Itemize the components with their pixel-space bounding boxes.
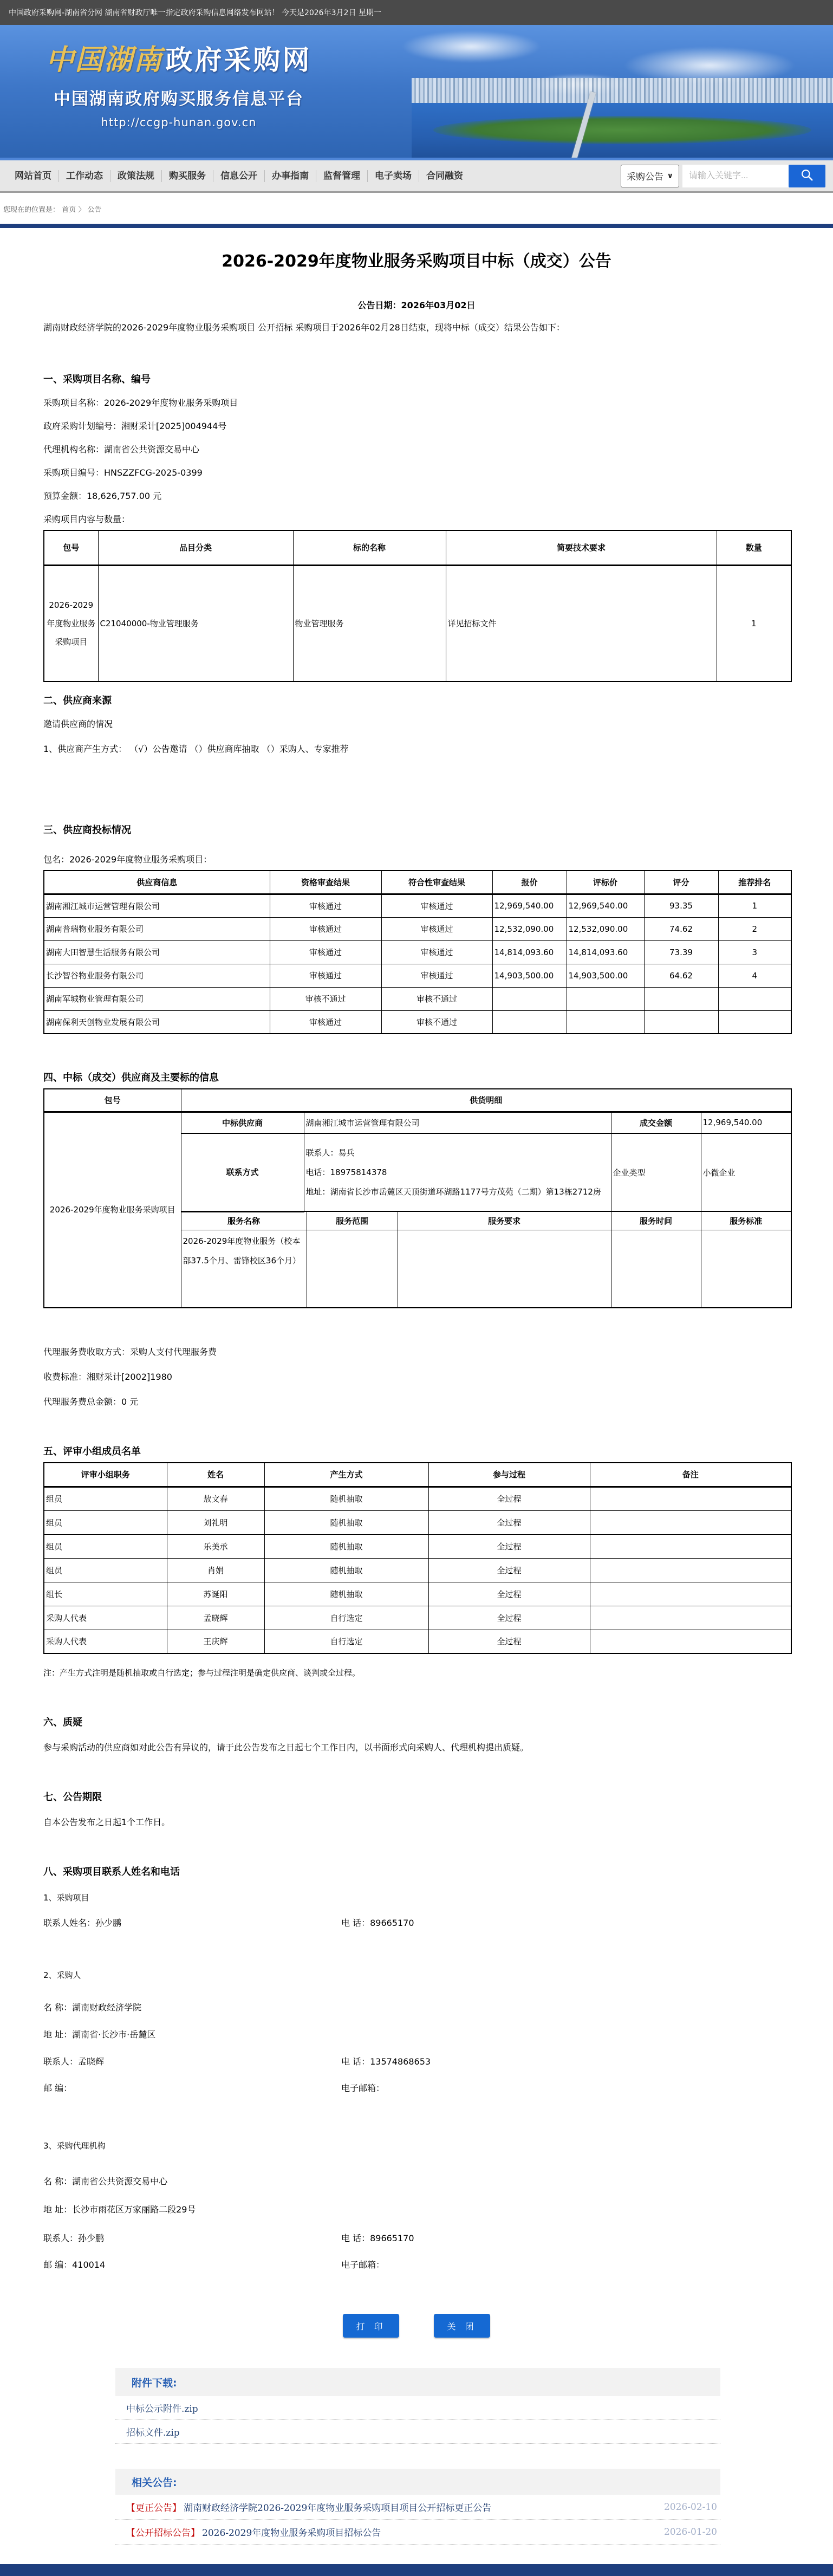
section7-heading: 七、公告期限 (43, 1792, 102, 1803)
cell-name: 孟晓辉 (167, 1606, 264, 1630)
search-bar (621, 165, 825, 187)
print-button[interactable]: 打 印 (343, 2314, 399, 2338)
cell-name: 苏诞阳 (167, 1582, 264, 1606)
committee-note: 注：产生方式注明是随机抽取或自行选定；参与过程注明是确定供应商、谈判或全过程。 (43, 1668, 361, 1678)
award-table (43, 1088, 792, 1308)
col-header-service-req: 服务要求 (398, 1211, 611, 1230)
agency-name: 名 称：湖南省公共资源交易中心 (43, 2176, 168, 2186)
cell-amount: 12,969,540.00 (701, 1112, 791, 1133)
budget-line: 预算金额：18,626,757.00 元 (43, 491, 162, 501)
related-item-date: 2026-02-10 (663, 2501, 717, 2513)
cell-service-standard (701, 1230, 791, 1308)
col-header-subject: 标的名称 (293, 530, 446, 565)
related-item[interactable] (115, 2495, 720, 2520)
buyer-name: 名 称：湖南财政经济学院 (43, 2002, 142, 2013)
nav-item-news[interactable]: 工作动态 (59, 170, 110, 182)
attachment-row (115, 2396, 720, 2420)
bid-table (43, 870, 792, 1034)
winner-label: 中标供应商 (181, 1112, 304, 1133)
attachment-link-award-zip[interactable]: 中标公示附件.zip (126, 2404, 198, 2415)
committee-table (43, 1462, 792, 1654)
content-quantity-table (43, 530, 792, 682)
cell-method: 随机抽取 (264, 1558, 428, 1582)
agency-name-line: 代理机构名称：湖南省公共资源交易中心 (43, 444, 200, 455)
table-row (44, 987, 791, 1010)
site-banner (0, 25, 833, 160)
attachment-link-tender-zip[interactable]: 招标文件.zip (126, 2428, 180, 2438)
cell-conformity: 审核通过 (381, 917, 492, 940)
agency-address-row (43, 2204, 833, 2216)
buyer-name-row (43, 2002, 833, 2014)
cell-supplier: 湖南军城物业管理有限公司 (44, 987, 270, 1010)
col-header-supplier: 供应商信息 (44, 871, 270, 894)
cell-name: 王庆辉 (167, 1630, 264, 1653)
cell-qualification: 审核不通过 (270, 987, 381, 1010)
agency-contact-row (43, 2233, 833, 2244)
cell-qualification: 审核通过 (270, 917, 381, 940)
cell-category: C21040000-物业管理服务 (98, 565, 293, 682)
logo-title: 政府采购网 (165, 44, 312, 76)
cell-price: 12,532,090.00 (492, 917, 567, 940)
period-paragraph: 自本公告发布之日起1个工作日。 (43, 1817, 171, 1827)
agency-fee-method-line: 代理服务费收取方式：采购人支付代理服务费 (43, 1347, 217, 1357)
logo-subtitle: 中国湖南政府购买服务信息平台 (54, 89, 304, 109)
table-row (44, 894, 791, 917)
cell-score: 64.62 (644, 964, 718, 987)
agency-fee-total-line: 代理服务费总金额：0 元 (43, 1397, 139, 1407)
table-row (44, 1534, 791, 1558)
topbar (0, 0, 833, 25)
buyer-address-row (43, 2029, 833, 2041)
package-name-line: 包名：2026-2029年度物业服务采购项目： (43, 854, 212, 865)
logo-url: http://ccgp-hunan.gov.cn (101, 116, 257, 129)
winner-row (44, 1112, 791, 1133)
cell-name: 肖娟 (167, 1558, 264, 1582)
search-category-value: 采购公告 (627, 172, 663, 183)
nav-item-home[interactable]: 网站首页 (8, 170, 59, 182)
related-item-link[interactable]: 湖南财政经济学院2026-2029年度物业服务采购项目项目公开招标更正公告 (184, 2503, 492, 2514)
cell-score (644, 1010, 718, 1034)
cell-rank (718, 1010, 791, 1034)
cell-eval-price: 12,969,540.00 (567, 894, 644, 917)
col-header-qty: 数量 (717, 530, 791, 565)
col-header-price: 报价 (492, 871, 567, 894)
cell-conformity: 审核通过 (381, 964, 492, 987)
cell-conformity: 审核通过 (381, 940, 492, 964)
cell-supplier: 湖南大田智慧生活服务有限公司 (44, 940, 270, 964)
search-icon (800, 168, 814, 184)
search-input[interactable] (682, 165, 789, 187)
breadcrumb-separator: 〉 (78, 206, 86, 214)
col-header-name: 姓名 (167, 1463, 264, 1487)
table-header-row (44, 871, 791, 894)
cell-process: 全过程 (428, 1606, 590, 1630)
table-header-row (44, 1089, 791, 1112)
site-logo[interactable] (38, 37, 320, 129)
main-nav (0, 160, 833, 193)
table-row (44, 964, 791, 987)
table-row (44, 1010, 791, 1034)
agency-address: 地 址：长沙市雨花区万家丽路二段29号 (43, 2204, 196, 2215)
action-buttons (0, 2314, 833, 2338)
agency-zip-row (43, 2259, 833, 2271)
cell-score: 93.35 (644, 894, 718, 917)
table-row (44, 1558, 791, 1582)
cell-method: 随机抽取 (264, 1487, 428, 1510)
plan-number-line: 政府采购计划编号：湘财采计[2025]004944号 (43, 421, 227, 431)
related-item-link[interactable]: 2026-2029年度物业服务采购项目招标公告 (202, 2528, 381, 2539)
col-header-eval-price: 评标价 (567, 871, 644, 894)
table-row (44, 1582, 791, 1606)
table-row (44, 1510, 791, 1534)
content-qty-line: 采购项目内容与数量： (43, 514, 131, 524)
col-header-rank: 推荐排名 (718, 871, 791, 894)
cell-role: 采购人代表 (44, 1630, 167, 1653)
cell-eval-price (567, 1010, 644, 1034)
cell-method: 自行选定 (264, 1630, 428, 1653)
attachments-list (115, 2396, 720, 2444)
col-header-role: 评审小组职务 (44, 1463, 167, 1487)
nav-item-info-disclosure[interactable]: 信息公开 (213, 170, 265, 182)
buyer-email: 电子邮箱： (341, 2083, 385, 2093)
cell-conformity: 审核通过 (381, 894, 492, 917)
cell-subject: 物业管理服务 (293, 565, 446, 682)
cell-price: 14,903,500.00 (492, 964, 567, 987)
announcement-date: 公告日期：2026年03月02日 (357, 300, 476, 310)
col-header-tech: 简要技术要求 (446, 530, 717, 565)
cell-rank: 3 (718, 940, 791, 964)
col-header-category: 品目分类 (98, 530, 293, 565)
table-row (44, 1487, 791, 1510)
cell-process: 全过程 (428, 1630, 590, 1653)
attachment-row (115, 2420, 720, 2444)
cell-eval-price: 14,903,500.00 (567, 964, 644, 987)
section4-heading: 四、中标（成交）供应商及主要标的信息 (43, 1072, 219, 1083)
cell-process: 全过程 (428, 1558, 590, 1582)
related-panel-header (115, 2469, 720, 2495)
agency-zip: 邮 编：410014 (43, 2260, 106, 2270)
agency-email: 电子邮箱： (341, 2260, 385, 2270)
cell-qualification: 审核通过 (270, 894, 381, 917)
table-row (44, 1606, 791, 1630)
nav-item-policy[interactable]: 政策法规 (110, 170, 162, 182)
cell-process: 全过程 (428, 1534, 590, 1558)
buyer-phone: 电 话：13574868653 (341, 2056, 431, 2067)
cell-role: 采购人代表 (44, 1606, 167, 1630)
cell-rank: 2 (718, 917, 791, 940)
cell-name: 刘礼明 (167, 1510, 264, 1534)
cloud-decoration (401, 30, 542, 63)
cell-process: 全过程 (428, 1487, 590, 1510)
fee-standard-line: 收费标准：湘财采计[2002]1980 (43, 1372, 172, 1382)
cell-price (492, 987, 567, 1010)
cell-score: 73.39 (644, 940, 718, 964)
cell-qualification: 审核通过 (270, 1010, 381, 1034)
agency-name-row (43, 2176, 833, 2188)
table-row (44, 917, 791, 940)
cell-enterprise-type: 小微企业 (701, 1133, 791, 1211)
breadcrumb-label: 您现在的位置是： (3, 206, 60, 214)
related-item[interactable] (115, 2520, 720, 2545)
col-header-service-standard: 服务标准 (701, 1211, 791, 1230)
banner-island (433, 116, 811, 144)
attachments-panel-header (115, 2368, 720, 2396)
col-header-process: 参与过程 (428, 1463, 590, 1487)
col-header-package: 包号 (44, 530, 98, 565)
cell-note (590, 1510, 791, 1534)
related-list (115, 2495, 720, 2545)
contact-buyer-title: 2、采购人 (43, 1970, 81, 1980)
section3-heading: 三、供应商投标情况 (43, 825, 131, 836)
col-header-service-name: 服务名称 (181, 1211, 307, 1230)
cell-method: 随机抽取 (264, 1534, 428, 1558)
cell-process: 全过程 (428, 1510, 590, 1534)
cell-name: 敖文春 (167, 1487, 264, 1510)
cell-eval-price (567, 987, 644, 1010)
related-item-tag: 【更正公告】 (126, 2503, 181, 2514)
project-name-line: 采购项目名称：2026-2029年度物业服务采购项目 (43, 398, 238, 408)
buyer-zip: 邮 编： (43, 2083, 73, 2093)
cell-note (590, 1606, 791, 1630)
agency-phone: 电 话：89665170 (341, 2233, 414, 2243)
contact-project-row (43, 1917, 833, 1929)
attachments-title: 附件下载: (132, 2377, 177, 2389)
nav-item-purchase-service[interactable]: 购买服务 (162, 170, 213, 182)
buyer-address: 地 址：湖南省·长沙市·岳麓区 (43, 2029, 156, 2040)
cell-package: 2026-2029年度物业服务采购项目 (44, 565, 98, 682)
cell-price (492, 1010, 567, 1034)
related-item-date: 2026-01-20 (663, 2526, 717, 2538)
col-header-score: 评分 (644, 871, 718, 894)
contact-agency-title: 3、采购代理机构 (43, 2141, 106, 2151)
cell-role: 组员 (44, 1534, 167, 1558)
cell-price: 12,969,540.00 (492, 894, 567, 917)
cell-note (590, 1558, 791, 1582)
section2-heading: 二、供应商来源 (43, 695, 112, 706)
cell-method: 自行选定 (264, 1606, 428, 1630)
search-button[interactable] (789, 165, 825, 187)
cell-note (590, 1630, 791, 1653)
logo-calligraphy: 中国湖南 (45, 43, 163, 76)
contact-address-line: 地址：湖南省长沙市岳麓区天顶街道环湖路1177号方茂苑（二期）第13栋2712房 (305, 1187, 601, 1197)
breadcrumb (3, 206, 101, 214)
amount-label: 成交金额 (611, 1112, 701, 1133)
table-row (44, 1630, 791, 1653)
banner-bottom-strip (0, 158, 833, 160)
objection-paragraph: 参与采购活动的供应商如对此公告有异议的，请于此公告发布之日起七个工作日内，以书面形式向采购人、代理机构提出质疑。 (43, 1742, 529, 1753)
col-header-service-time: 服务时间 (611, 1211, 701, 1230)
cell-role: 组长 (44, 1582, 167, 1606)
col-header-package: 包号 (44, 1089, 181, 1112)
contact-project-title: 1、采购项目 (43, 1893, 89, 1903)
cell-supplier: 湖南普瑞物业服务有限公司 (44, 917, 270, 940)
cell-role: 组员 (44, 1487, 167, 1510)
col-header-method: 产生方式 (264, 1463, 428, 1487)
cell-supplier: 长沙智谷物业服务有限公司 (44, 964, 270, 987)
cell-tech: 详见招标文件 (446, 565, 717, 682)
enterprise-type-label: 企业类型 (611, 1133, 701, 1211)
contact-phone-line: 电话：18975814378 (305, 1167, 387, 1177)
table-row (44, 565, 791, 682)
cell-method: 随机抽取 (264, 1510, 428, 1534)
col-header-service-scope: 服务范围 (307, 1211, 398, 1230)
cell-package: 2026-2029年度物业服务采购项目 (44, 1112, 181, 1308)
cell-rank (718, 987, 791, 1010)
chevron-down-icon: ∨ (667, 171, 673, 180)
table-header-row (44, 530, 791, 565)
banner-city-skyline (412, 78, 833, 103)
related-item-tag: 【公开招标公告】 (126, 2528, 200, 2539)
cell-process: 全过程 (428, 1582, 590, 1606)
breadcrumb-bar (0, 193, 833, 224)
cell-conformity: 审核不通过 (381, 987, 492, 1010)
cell-rank: 4 (718, 964, 791, 987)
content-top-divider (0, 224, 833, 228)
cell-service-time (611, 1230, 701, 1308)
cell-eval-price: 14,814,093.60 (567, 940, 644, 964)
nav-item-supervision[interactable]: 监督管理 (316, 170, 368, 182)
search-category-select[interactable] (621, 165, 679, 187)
section5-heading: 五、评审小组成员名单 (43, 1446, 141, 1457)
cell-score: 74.62 (644, 917, 718, 940)
buyer-contact-row (43, 2056, 833, 2068)
breadcrumb-home-link[interactable]: 首页 (62, 206, 76, 214)
cell-contact (304, 1133, 611, 1211)
cell-qty: 1 (717, 565, 791, 682)
cell-note (590, 1487, 791, 1510)
breadcrumb-current-link[interactable]: 公告 (87, 206, 102, 214)
cell-rank: 1 (718, 894, 791, 917)
cell-conformity: 审核不通过 (381, 1010, 492, 1034)
contact-project-person: 联系人姓名：孙少鹏 (43, 1918, 122, 1928)
cell-note (590, 1582, 791, 1606)
nav-item-emall[interactable]: 电子卖场 (368, 170, 419, 182)
cell-score (644, 987, 718, 1010)
section8-heading: 八、采购项目联系人姓名和电话 (43, 1866, 180, 1878)
table-row (44, 940, 791, 964)
contact-label: 联系方式 (181, 1133, 304, 1211)
col-header-detail: 供货明细 (181, 1089, 791, 1112)
col-header-qualification: 资格审查结果 (270, 871, 381, 894)
topbar-text: 中国政府采购网-湖南省分网 湖南省财政厅唯一指定政府采购信息网络发布网站！ 今天是2026年3月2日 星期一 (9, 9, 381, 17)
related-title: 相关公告: (132, 2476, 177, 2489)
close-button[interactable]: 关 闭 (434, 2314, 490, 2338)
nav-item-guide[interactable]: 办事指南 (265, 170, 316, 182)
contact-person-line: 联系人：易兵 (305, 1148, 355, 1158)
cell-winner: 湖南湘江城市运营管理有限公司 (304, 1112, 611, 1133)
nav-item-contract-finance[interactable]: 合同融资 (426, 170, 463, 181)
cell-qualification: 审核通过 (270, 964, 381, 987)
cell-role: 组员 (44, 1510, 167, 1534)
supplier-source-line: 1、供应商产生方式： （√）公告邀请 （）供应商库抽取 （）采购人、专家推荐 (43, 744, 349, 754)
cell-service-scope (307, 1230, 398, 1308)
contact-project-phone: 电 话：89665170 (341, 1918, 414, 1928)
buyer-zip-row (43, 2082, 833, 2094)
cell-note (590, 1534, 791, 1558)
cell-qualification: 审核通过 (270, 940, 381, 964)
page-footer (0, 2564, 833, 2576)
cell-method: 随机抽取 (264, 1582, 428, 1606)
cell-role: 组员 (44, 1558, 167, 1582)
cell-supplier: 湖南保利天创物业发展有限公司 (44, 1010, 270, 1034)
col-header-conformity: 符合性审查结果 (381, 871, 492, 894)
section1-heading: 一、采购项目名称、编号 (43, 374, 151, 385)
project-number-line: 采购项目编号：HNSZZFCG-2025-0399 (43, 468, 203, 478)
table-header-row (44, 1463, 791, 1487)
announcement-intro: 湖南财政经济学院的2026-2029年度物业服务采购项目 公开招标 采购项目于2026年02月28日结束，现将中标（成交）结果公告如下： (43, 322, 565, 333)
col-header-note: 备注 (590, 1463, 791, 1487)
cell-price: 14,814,093.60 (492, 940, 567, 964)
section6-heading: 六、质疑 (43, 1717, 82, 1728)
page-title: 2026-2029年度物业服务采购项目中标（成交）公告 (222, 252, 611, 271)
cell-service-req (398, 1230, 611, 1308)
cell-supplier: 湖南湘江城市运营管理有限公司 (44, 894, 270, 917)
invite-situation-line: 邀请供应商的情况 (43, 719, 113, 729)
cell-service-name: 2026-2029年度物业服务（校本部37.5个月、雷锋校区36个月） (181, 1230, 307, 1308)
cell-eval-price: 12,532,090.00 (567, 917, 644, 940)
agency-contact-person: 联系人：孙少鹏 (43, 2233, 105, 2243)
announcement-document (0, 248, 833, 2550)
buyer-contact-person: 联系人：孟晓辉 (43, 2056, 105, 2067)
cell-name: 乐美承 (167, 1534, 264, 1558)
